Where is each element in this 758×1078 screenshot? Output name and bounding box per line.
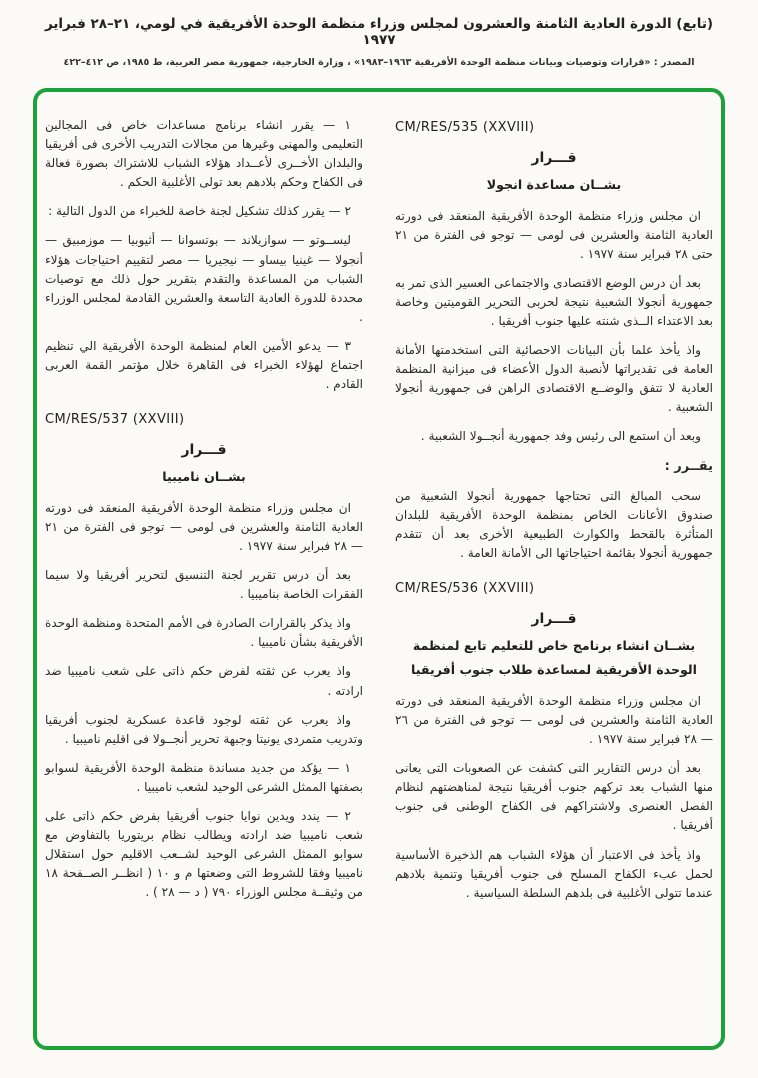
resolution-subject-535: بشــان مساعدة انجولا <box>486 176 622 192</box>
source-citation: المصدر : «قرارات وتوصيات وبيانات منظمة الوحدة الأفريقية ١٩٦٣–١٩٨٣» ، وزارة الخارجية، جمهورية مصر العربية، ط ١٩٨٥، ص ٤١٢–٤٢٢ <box>63 57 695 68</box>
operative-paragraph: ٣ — يدعو الأمين العام لمنظمة الوحدة الأفريقية الي تنظيم اجتماع لهؤلاء الخبراء فى القاهرة خلال مؤتمر القمة العربى القادم . <box>45 338 363 392</box>
country-list-paragraph: ليســوتو — سوازيلاند — بوتسوانا — أثيوبيا — موزمبيق — أنجولا — غينيا بيساو — نيجيريا — مصر لتقييم احتياجات هؤلاء الشباب من المساعدة والتقدم بتقرير حول ذلك مع توصيات محددة للدورة العادية التاسعة والعشرين القادمة لمجلس الوزراء . <box>45 233 363 324</box>
operative-paragraph: ٢ — يقرر كذلك تشكيل لجنة خاصة للخبراء من الدول التالية : <box>48 204 351 219</box>
operative-paragraph: ١ — يقرر انشاء برنامج مساعدات خاص فى المجالين التعليمى والمهنى وغيرها من مجالات التدريب الأخرى فى أفريقيا والبلدان الأخــرى لأعــداد هؤلاء الشباب للاشتراك بصورة فعالة فى الكفاح وحكم بلادهم بعد تولى الأغلبية الحكم . <box>45 118 363 190</box>
two-column-layout <box>45 116 713 1030</box>
resolution-title-537: قـــرار <box>181 441 227 458</box>
paragraph: واذ يعرب عن ثقته لفرض حكم ذاتى على شعب ناميبيا ضد ارادته . <box>45 664 363 698</box>
paragraph: ان مجلس وزراء منظمة الوحدة الأفريقية المنعقد فى دورته العادية الثامنة والعشرين فى لومى — توجو فى الفترة من ٢٦ — ٢٨ فبراير سنة ١٩٧٧ . <box>395 693 713 747</box>
resolution-title-536: قـــرار <box>531 611 577 627</box>
resolution-subject-536-line2: الوحدة الأفريقية لمساعدة طلاب جنوب أفريقيا <box>411 662 697 677</box>
resolution-ref-537: CM/RES/537 (XXVIII) <box>45 412 185 428</box>
resolution-subject-537: بشــان ناميبيا <box>162 468 246 484</box>
resolution-ref-535: CM/RES/535 (XXVIII) <box>395 120 535 135</box>
green-document-frame <box>33 88 725 1050</box>
left-column <box>45 116 363 1030</box>
paragraph: واذ يأخذ فى الاعتبار أن هؤلاء الشباب هم الذخيرة الأساسية لحمل عبء الكفاح المسلح فى جنوب أفريقيا وتنمية بلادهم عندما تتولى الأغلبية فى بلدهم السلطة السياسية . <box>395 847 713 900</box>
operative-paragraph: ٢ — يندد ويدين نوايا جنوب أفريقيا بفرض حكم ذاتى على شعب ناميبيا ضد ارادته ويطالب نظام بريتوريا بالتفاوض مع سوابو الممثل الشرعى الوحيد لشــعب الاقليم حول استقلال ناميبيا وفقا للشروط التى وضعتها م و ١٠ ( انظــر الصــفحة ١٨ من وثيقــة مجلس الوزراء ٧٩٠ ( د — ٢٨ ) . <box>45 808 364 900</box>
session-title: (تابع) الدورة العادية الثامنة والعشرون لمجلس وزراء منظمة الوحدة الأفريقية في لومي، ٢١–٢٨ فبراير ١٩٧٧ <box>44 16 714 48</box>
resolution-title-535: قـــرار <box>531 149 577 166</box>
resolution-ref-536: CM/RES/536 (XXVIII) <box>395 581 535 597</box>
paragraph: سحب المبالغ التى تحتاجها جمهورية أنجولا الشعبية من صندوق الأعانات الخاص بمنظمة الوحدة الأفريقية للبلدان المتأثرة بالقحط والكوارث الطبيعية الأخرى بعد أن تتقدم جمهورية أنجولا بقائمة احتياجاتها الى الأمانة العامة . <box>395 489 713 561</box>
paragraph: بعد أن درس التقارير التى كشفت عن الصعوبات التى يعانى منها الشباب بعد تركهم جنوب أفريقيا نتيجة لمناهضتهم لنظام الفصل العنصرى ولاشتراكهم فى الكفاح الوطنى فى جنوب أفريقيا . <box>395 761 713 833</box>
decree-heading: يقــرر : <box>664 458 713 474</box>
operative-paragraph: ١ — يؤكد من جديد مساندة منظمة الوحدة الأفريقية لسوابو بصفتها الممثل الشرعى الوحيد لشعب ناميبيا . <box>45 760 363 794</box>
paragraph: ان مجلس وزراء منظمة الوحدة الأفريقية المنعقد فى دورته العادية الثامنة والعشرين فى لومى — توجو فى الفترة من ٢١ — ٢٨ فبراير سنة ١٩٧٧ . <box>45 500 363 553</box>
right-column <box>395 116 713 1030</box>
page-header <box>0 0 758 68</box>
paragraph: واذ يأخذ علما بأن البيانات الاحصائية التى استخدمتها الأمانة العامة فى تقديراتها لأنصبة الدول الأعضاء فى ميزانية المنظمة العادية لا تتفق والوضــع الاقتصادى الراهن فى جمهورية أنجولا الشعبية . <box>395 343 713 415</box>
paragraph: واذ يعرب عن ثقته لوجود قاعدة عسكرية لجنوب أفريقيا وتدريب متمردى يونيتا وجبهة تحرير أنجــولا فى اقليم ناميبيا . <box>45 712 363 746</box>
paragraph: ان مجلس وزراء منظمة الوحدة الأفريقية المنعقد فى دورته العادية الثامنة والعشرين فى لومى — توجو فى الفترة من ٢١ حتى ٢٨ فبراير سنة ١٩٧٧ . <box>395 208 713 261</box>
paragraph: بعد أن درس الوضع الاقتصادى والاجتماعى العسير الذى تمر به جمهورية أنجولا الشعبية نتيجة لحربى التحرير القوميتين وخاصة بعد الاعتداء الــذى شنته عليها جنوب أفريقيا . <box>394 275 713 328</box>
paragraph: بعد أن درس تقرير لجنة التنسيق لتحرير أفريقيا ولا سيما الفقرات الخاصة بناميبيا . <box>45 568 363 602</box>
resolution-subject-536-line1: بشــان انشاء برنامج خاص للتعليم تابع لمنظمة <box>412 638 696 654</box>
paragraph: واذ يذكر بالقرارات الصادرة فى الأمم المتحدة ومنظمة الوحدة الأفريقية بشأن ناميبيا . <box>45 616 363 650</box>
paragraph: وبعد أن استمع الى رئيس وفد جمهورية أنجــولا الشعبية . <box>420 429 701 444</box>
